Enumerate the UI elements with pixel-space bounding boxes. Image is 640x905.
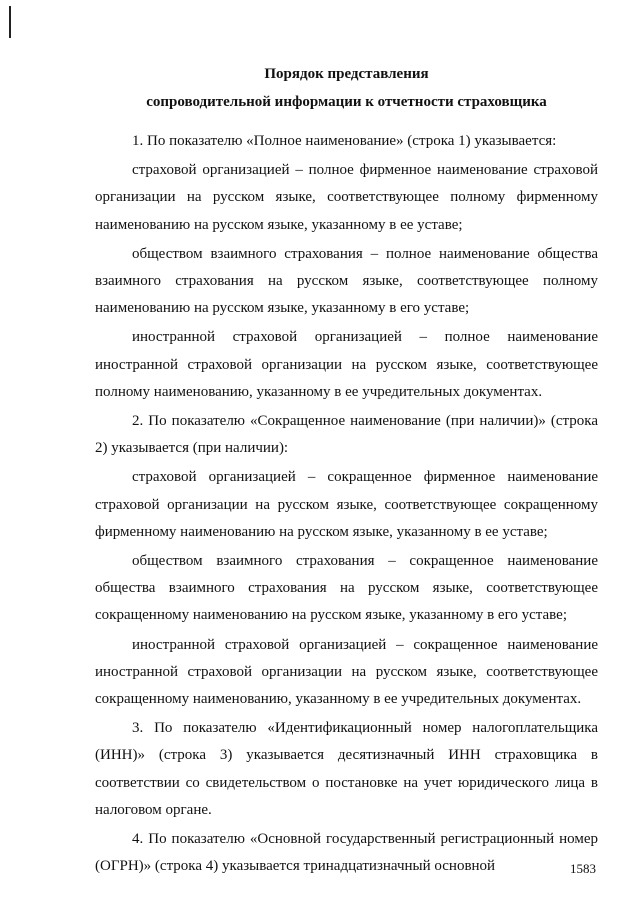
document-title-line2: сопроводительной информации к отчетности страховщика — [146, 94, 547, 110]
paragraph-1: 1. По показателю «Полное наименование» (строка 1) указывается: — [132, 133, 557, 149]
paragraph-7: обществом взаимного страхования – сокращенное наименование общества взаимного страхования на русском языке, соответствующее сокращенному наименованию на русском языке, указанному в его уставе; — [95, 553, 598, 624]
paragraph-5: 2. По показателю «Сокращенное наименование (при наличии)» (строка 2) указывается (при наличии): — [95, 413, 598, 457]
paragraph-9: 3. По показателю «Идентификационный номер налогоплательщика (ИНН)» (строка 3) указывается десятизначный ИНН страховщика в соответствии со свидетельством о постановке на учет юридического лица в налоговом органе. — [95, 720, 598, 818]
paragraph-10: 4. По показателю «Основной государственный регистрационный номер (ОГРН)» (строка 4) указывается тринадцатизначный основной — [95, 831, 598, 875]
page-number: 1583 — [570, 861, 596, 876]
paragraph-6: страховой организацией – сокращенное фирменное наименование страховой организации на русском языке, соответствующее сокращенному фирменному наименованию на русском языке, указанному в ее уставе; — [95, 469, 598, 540]
document-title-line1: Порядок представления — [264, 66, 429, 82]
margin-mark — [9, 6, 11, 38]
document-page — [95, 60, 598, 882]
paragraph-8: иностранной страховой организацией – сокращенное наименование иностранной страховой организации на русском языке, соответствующее сокращенному наименованию, указанному в ее учредительных документах. — [95, 636, 598, 708]
paragraph-4: иностранной страховой организацией – полное наименование иностранной страховой организации на русском языке, соответствующее полному наименованию, указанному в ее учредительных документах. — [95, 329, 598, 400]
paragraph-2: страховой организацией – полное фирменное наименование страховой организации на русском языке, соответствующее полному фирменному наименованию на русском языке, указанному в ее уставе; — [95, 162, 598, 233]
paragraph-3: обществом взаимного страхования – полное наименование общества взаимного страхования на русском языке, соответствующее полному наименованию на русском языке, указанному в его уставе; — [95, 245, 598, 317]
